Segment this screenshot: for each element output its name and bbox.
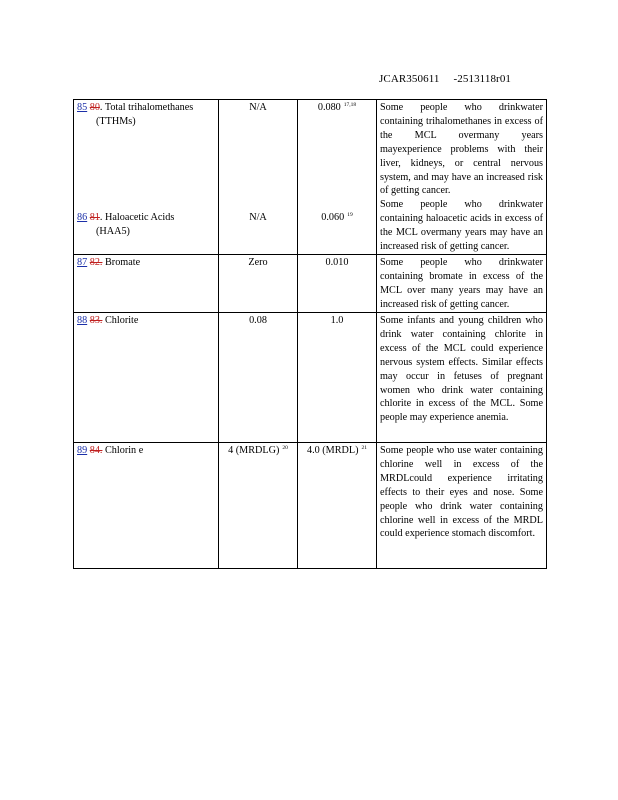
health-effects-text: Some people who drinkwater containing trihalomethanes in excess of the MCL overmany years mayexperience problems with their liver, kidneys, or central nervous system, and may have an increased risk of getting cancer. — [380, 102, 543, 197]
mclg-cell — [219, 100, 298, 255]
table-row — [74, 100, 547, 255]
table-row — [74, 254, 547, 312]
contaminant-cell — [74, 254, 219, 312]
deleted-item-number: 83. — [89, 314, 103, 326]
health-effects-cell — [377, 254, 547, 312]
contaminant-entry — [77, 101, 215, 129]
footnote-ref: 19 — [347, 211, 353, 218]
table-row — [74, 312, 547, 442]
health-effects-cell — [377, 100, 547, 255]
contaminant-cell — [74, 312, 219, 442]
health-effects-text: Some people who drinkwater containing haloacetic acids in excess of the MCL overmany years may have an increased risk of getting cancer. — [380, 199, 543, 253]
document-id: JCAR350611 — [379, 73, 440, 85]
contaminant-name: Chlorite — [102, 314, 139, 326]
contaminant-name-cont: (TTHMs) — [96, 115, 136, 127]
new-item-number: 88 — [77, 314, 88, 326]
table-row — [74, 442, 547, 568]
deleted-item-number: 82. — [89, 256, 103, 268]
mclg-value: Zero — [248, 256, 268, 268]
footnote-ref: 20 — [282, 444, 288, 451]
health-effects-text: Some infants and young children who drink water containing chlorite in excess of the MCL could experience nervous system effects. Similar effects may occur in fetuses of pregnant women who drink water containing chlorite in excess of the MCL. Some people may experience anemia. — [380, 314, 543, 424]
footnote-ref: 21 — [361, 444, 367, 451]
mcl-value: 0.010 — [325, 256, 349, 268]
mclg-value: N/A — [249, 102, 267, 113]
new-item-number: 87 — [77, 256, 88, 268]
mclg-value: N/A — [249, 211, 267, 223]
new-item-number: 89 — [77, 444, 88, 456]
mclg-cell — [219, 442, 298, 568]
mcl-value: 0.060 — [321, 211, 345, 223]
health-effects-cell — [377, 312, 547, 442]
contaminant-name-cont: (HAA5) — [96, 225, 130, 237]
deleted-item-number: 80 — [89, 102, 100, 113]
deleted-item-number: 84. — [89, 444, 103, 456]
deleted-item-number: 81 — [89, 211, 100, 223]
mcl-value: 4.0 (MRDL) — [307, 444, 359, 456]
health-effects-text: Some people who drinkwater containing bromate in excess of the MCL over many years may have an increased risk of getting cancer. — [380, 256, 543, 310]
contaminant-entry — [77, 211, 215, 239]
mclg-value: 0.08 — [249, 314, 267, 326]
mcl-cell — [298, 254, 377, 312]
mcl-cell — [298, 100, 377, 255]
health-effects-text: Some people who use water containing chlorine well in excess of the MRDLcould experience irritating effects to their eyes and nose. Some people who drink water containing chlorine well in excess of the MRDL could experience stomach discomfort. — [380, 444, 543, 540]
mcl-cell — [298, 312, 377, 442]
contaminant-name: Chlorin e — [102, 444, 144, 456]
mcl-cell — [298, 442, 377, 568]
mclg-value: 4 (MRDLG) — [228, 444, 280, 456]
document-header — [379, 73, 511, 85]
new-item-number: 86 — [77, 211, 88, 223]
contaminant-cell — [74, 100, 219, 255]
mclg-cell — [219, 312, 298, 442]
footnote-ref: 17,18 — [343, 101, 357, 108]
new-item-number: 85 — [77, 102, 88, 113]
mcl-value: 1.0 — [330, 314, 344, 326]
contaminant-name: Bromate — [102, 256, 141, 268]
contaminant-table — [73, 99, 547, 569]
document-ref: -2513118r01 — [453, 73, 512, 85]
mcl-value: 0.080 — [317, 102, 341, 113]
mclg-cell — [219, 254, 298, 312]
contaminant-name: . Haloacetic Acids — [99, 211, 175, 223]
contaminant-cell — [74, 442, 219, 568]
contaminant-name: . Total trihalomethanes — [99, 102, 194, 113]
health-effects-cell — [377, 442, 547, 568]
